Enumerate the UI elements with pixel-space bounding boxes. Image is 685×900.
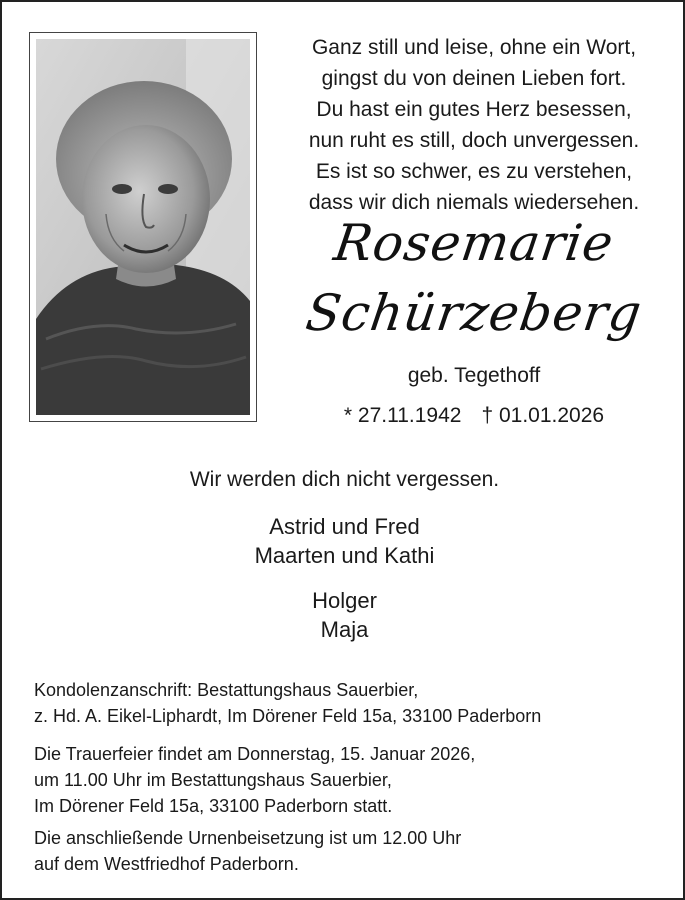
mourner-name: Maarten und Kathi	[254, 543, 435, 568]
poem-line: Es ist so schwer, es zu verstehen,	[315, 160, 633, 183]
poem-line: Du hast ein gutes Herz besessen,	[316, 98, 632, 121]
mourners-group	[2, 512, 685, 570]
poem-line: gingst du von deinen Lieben fort.	[321, 67, 627, 90]
info-line: Die Trauerfeier findet am Donnerstag, 15. Januar 2026,	[34, 744, 476, 764]
poem-line: dass wir dich niemals wiedersehen.	[308, 191, 640, 214]
poem-line: Ganz still und leise, ohne ein Wort,	[311, 36, 637, 59]
life-dates	[264, 404, 684, 428]
deceased-first-name: Rosemarie	[330, 214, 618, 272]
mourners-group	[2, 586, 685, 644]
info-line: Kondolenzanschrift: Bestattungshaus Sauerbier,	[34, 680, 419, 700]
condolence-address	[34, 677, 674, 729]
burial-info	[34, 825, 674, 877]
farewell-line: Wir werden dich nicht vergessen.	[189, 468, 500, 491]
mourner-name: Maja	[320, 617, 369, 642]
poem	[264, 32, 684, 218]
portrait-frame	[29, 32, 257, 422]
info-line: Im Dörener Feld 15a, 33100 Paderborn statt.	[34, 796, 393, 816]
deceased-last-name: Schürzeberg	[302, 284, 646, 342]
info-line: um 11.00 Uhr im Bestattungshaus Sauerbier,	[34, 770, 392, 790]
birth-date: * 27.11.1942	[343, 404, 462, 427]
info-line: auf dem Westfriedhof Paderborn.	[34, 854, 299, 874]
info-line: Die anschließende Urnenbeisetzung ist um 12.00 Uhr	[34, 828, 462, 848]
poem-line: nun ruht es still, doch unvergessen.	[308, 129, 640, 152]
funeral-service-info	[34, 741, 674, 819]
portrait-photo	[36, 39, 250, 415]
info-line: z. Hd. A. Eikel-Liphardt, Im Dörener Feld 15a, 33100 Paderborn	[34, 706, 542, 726]
maiden-name: geb. Tegethoff	[407, 364, 541, 387]
death-date: † 01.01.2026	[481, 404, 605, 427]
mourner-name: Holger	[312, 588, 377, 613]
mourner-name: Astrid und Fred	[269, 514, 420, 539]
